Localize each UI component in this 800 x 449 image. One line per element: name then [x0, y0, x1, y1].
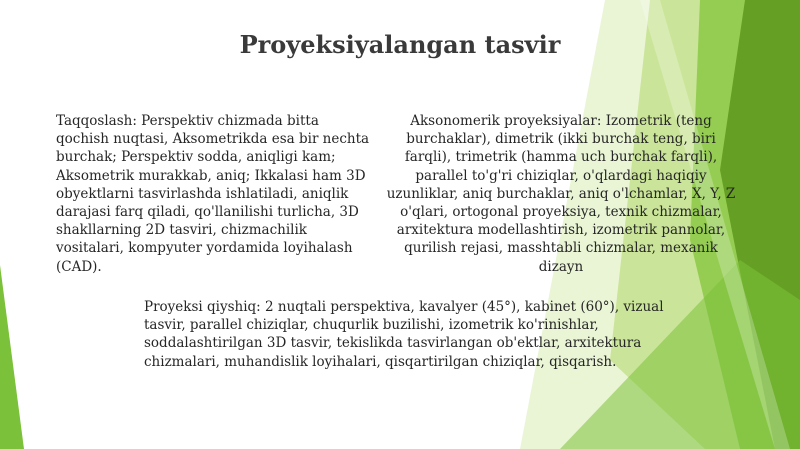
left-accent-shape — [0, 265, 24, 449]
axonometric-text: Aksonomerik proyeksiyalar: Izometrik (teng burchaklar), dimetrik (ikki burchak teng, biri farqli), trimetrik (hamma uch burchak farqli), parallel to'g'ri chiziqlar, o'qlardagi haqiqiy uzunliklar, aniq burchaklar, aniq o'lchamlar, X, Y, Z o'qlari, ortogonal proyeksiya, texnik chizmalar, arxitektura modellashtirish, izometrik pannolar, qurilish rejasi, masshtabli chizmalar, mexanik dizayn — [386, 113, 736, 275]
oblique-projection-text: Proyeksi qiyshiq: 2 nuqtali perspektiva, kavalyer (45°), kabinet (60°), vizual tasvir, parallel chiziqlar, chuqurlik buzilishi, izometrik ko'rinishlar, soddalashtirilgan 3D tasvir, tekislikda tasvirlangan ob'ektlar, arxitektura chizmalari, muhandislik loyihalari, qisqartirilgan chiziqlar, qisqarish. — [144, 299, 664, 370]
slide-title: Proyeksiyalangan tasvir — [239, 30, 561, 59]
comparison-text: Taqqoslash: Perspektiv chizmada bitta qochish nuqtasi, Aksometrikda esa bir nechta burchak; Perspektiv sodda, aniqligi kam; Aksometrik murakkab, aniq; Ikkalasi ham 3D obyektlarni tasvirlashda ishlatiladi, aniqlik darajasi farq qiladi, qo'llanilishi turlicha, 3D shakllarning 2D tasviri, chizmachilik vositalari, kompyuter yordamida loyihalash (CAD). — [56, 113, 370, 275]
